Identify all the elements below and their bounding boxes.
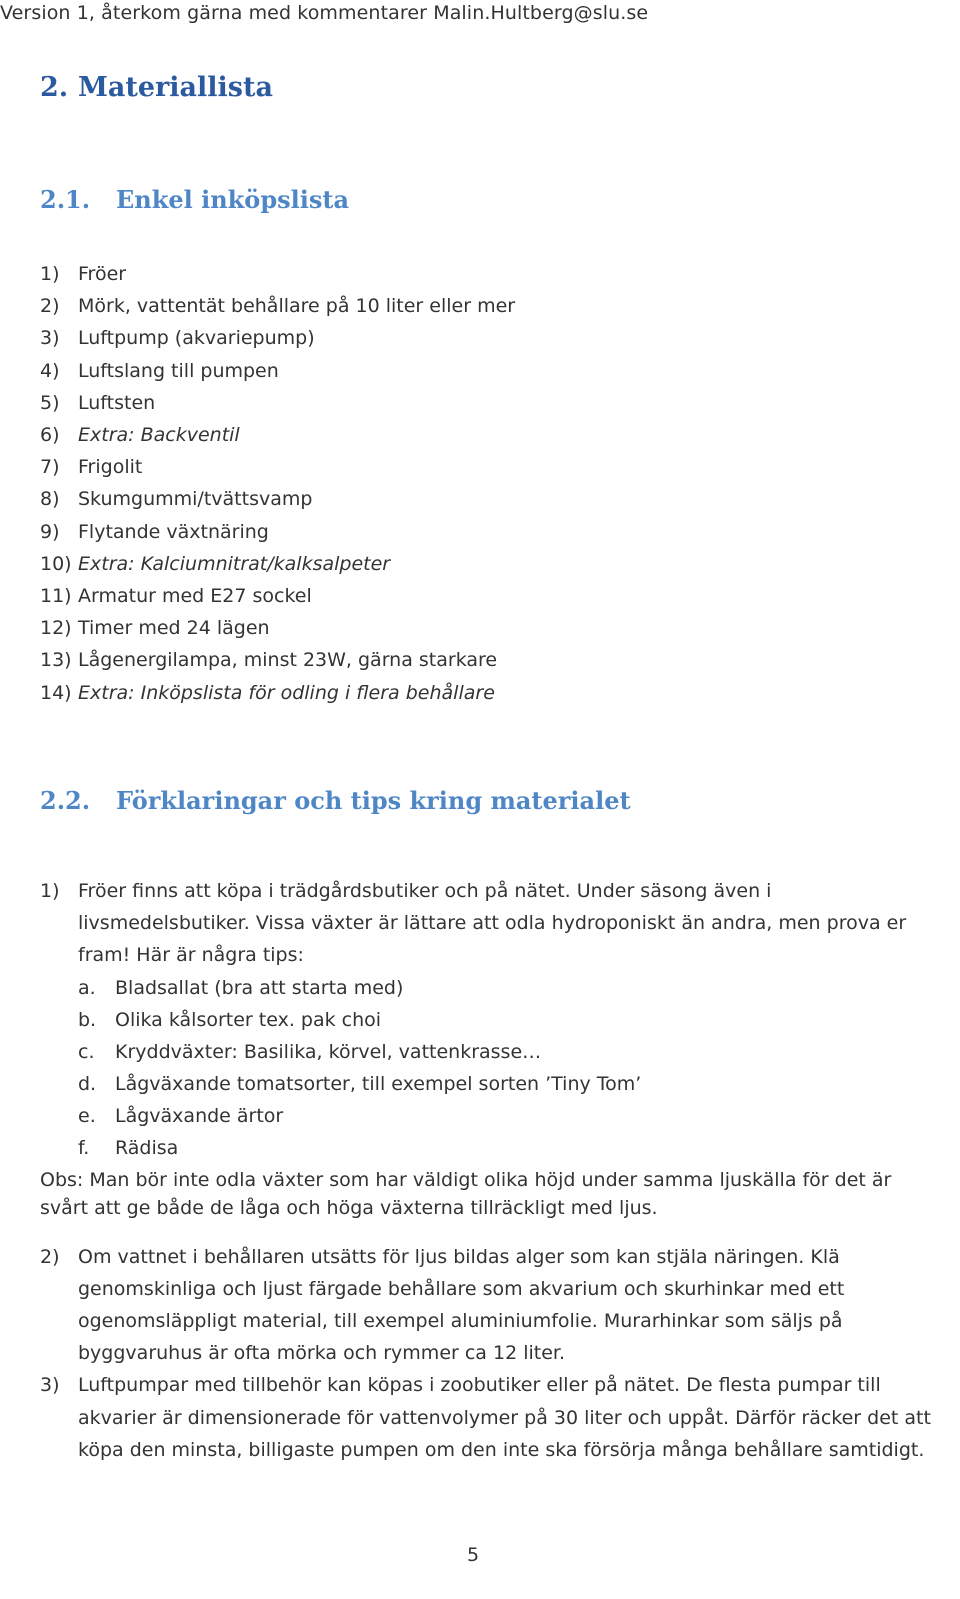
tip-text: Kryddväxter: Basilika, körvel, vattenkrasse… — [115, 1040, 542, 1063]
list-item-number: 4) — [40, 359, 60, 382]
list-item-text: Luftpump (akvariepump) — [78, 327, 315, 350]
subsection-heading-2 — [40, 786, 631, 815]
list-item-number: 13) — [40, 649, 72, 672]
list-item-number: 1) — [40, 263, 60, 285]
tip-text: Olika kålsorter tex. pak choi — [115, 1008, 382, 1031]
list-item — [40, 451, 515, 483]
list-item-number: 14) — [40, 681, 72, 704]
list-item-number: 11) — [40, 585, 72, 608]
list-item-text: Extra: Backventil — [78, 424, 240, 447]
list-item-number: 7) — [40, 456, 60, 479]
list-item — [40, 516, 515, 548]
tip-text: Bladsallat (bra att starta med) — [115, 976, 404, 999]
list-item-text: Skumgummi/tvättsvamp — [78, 488, 313, 511]
list-item-text: Fröer — [78, 263, 127, 285]
explanation-number: 1) — [40, 880, 60, 902]
list-item-text: Extra: Inköpslista för odling i flera behållare — [78, 681, 495, 704]
list-item-number: 10) — [40, 552, 72, 575]
list-item-text: Luftsten — [78, 391, 156, 414]
version-header: Version 1, återkom gärna med kommentarer Malin.Hultberg@slu.se — [0, 2, 649, 24]
list-item-text: Extra: Kalciumnitrat/kalksalpeter — [78, 552, 391, 575]
tip-text: Lågväxande ärtor — [115, 1104, 284, 1127]
list-item-text: Frigolit — [78, 456, 143, 479]
tip-text: Lågväxande tomatsorter, till exempel sorten ’Tiny Tom’ — [115, 1072, 642, 1095]
explanation-number: 2) — [40, 1245, 60, 1268]
page-number: 5 — [467, 1544, 480, 1566]
shopping-list — [40, 258, 515, 709]
tip-item — [40, 1068, 945, 1100]
list-item-text: Lågenergilampa, minst 23W, gärna starkare — [78, 649, 498, 672]
list-item — [40, 258, 515, 290]
list-item — [40, 355, 515, 387]
list-item — [40, 483, 515, 515]
tip-item — [40, 1100, 945, 1132]
list-item — [40, 580, 515, 612]
tip-text: Rädisa — [115, 1136, 179, 1159]
list-item-number: 2) — [40, 295, 60, 318]
tip-item — [40, 1036, 945, 1068]
subsection-heading-1 — [40, 185, 349, 214]
explanation-item-3 — [40, 1369, 945, 1466]
tip-letter: f. — [78, 1136, 90, 1159]
list-item-text: Flytande växtnäring — [78, 520, 269, 543]
section-title: Materiallista — [78, 72, 273, 103]
tip-letter: c. — [78, 1040, 95, 1063]
explanation-text: Luftpumpar med tillbehör kan köpas i zoobutiker eller på nätet. De flesta pumpar till akvarier är dimensionerade för vattenvolymer på 30 liter och uppåt. Därför räcker det att köpa den minsta, billigaste pumpen om den inte ska försörja många behållare samtidigt. — [78, 1374, 931, 1461]
list-item-number: 12) — [40, 617, 72, 640]
tip-letter: d. — [78, 1072, 97, 1095]
explanation-text: Fröer finns att köpa i trädgårdsbutiker och på nätet. Under säsong även i livsmedelsbutiker. Vissa växter är lättare att odla hydroponiskt än andra, men prova er fram! Här är några tips: — [78, 880, 907, 967]
section-heading — [40, 72, 273, 103]
explanations-block — [40, 875, 945, 1466]
list-item — [40, 612, 515, 644]
list-item — [40, 677, 515, 709]
subsection-number-1: 2.1. — [40, 185, 91, 214]
tip-letter: e. — [78, 1104, 96, 1127]
list-item — [40, 290, 515, 322]
list-item-text: Luftslang till pumpen — [78, 359, 279, 382]
explanation-number: 3) — [40, 1374, 60, 1397]
explanation-item-2 — [40, 1241, 945, 1370]
list-item-text: Armatur med E27 sockel — [78, 585, 312, 608]
tip-letter: b. — [78, 1008, 97, 1031]
plant-tips-list — [40, 972, 945, 1164]
section-number: 2. — [40, 72, 69, 103]
subsection-number-2: 2.2. — [40, 786, 91, 815]
subsection-title-1: Enkel inköpslista — [116, 185, 349, 214]
list-item — [40, 644, 515, 676]
tip-item — [40, 1132, 945, 1164]
obs-note: Obs: Man bör inte odla växter som har väldigt olika höjd under samma ljuskälla för det är svårt att ge både de låga och höga växterna tillräckligt med ljus. — [40, 1168, 892, 1220]
list-item-number: 8) — [40, 488, 60, 511]
list-item-number: 3) — [40, 327, 60, 350]
list-item-text: Mörk, vattentät behållare på 10 liter eller mer — [78, 295, 516, 318]
list-item-number: 6) — [40, 424, 60, 447]
explanation-item-1 — [40, 875, 945, 972]
tip-letter: a. — [78, 976, 96, 999]
list-item — [40, 387, 515, 419]
tip-item — [40, 1004, 945, 1036]
list-item-number: 5) — [40, 391, 60, 414]
explanation-text: Om vattnet i behållaren utsätts för ljus bildas alger som kan stjäla näringen. Klä genomskinliga och ljust färgade behållare som akvarium och skurhinkar med ett ogenomsläppligt material, till exempel aluminiumfolie. Murarhinkar som säljs på byggvaruhus är ofta mörka och rymmer ca 12 liter. — [78, 1245, 845, 1365]
list-item — [40, 322, 515, 354]
tip-item — [40, 972, 945, 1004]
list-item — [40, 419, 515, 451]
list-item-text: Timer med 24 lägen — [78, 617, 270, 640]
list-item — [40, 548, 515, 580]
list-item-number: 9) — [40, 520, 60, 543]
subsection-title-2: Förklaringar och tips kring materialet — [116, 786, 631, 815]
